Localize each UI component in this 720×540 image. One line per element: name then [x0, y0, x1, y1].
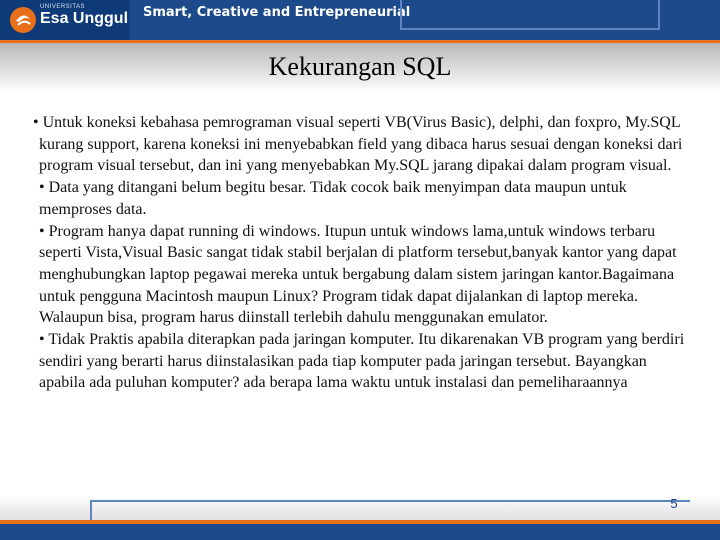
slide-title-text: Kekurangan SQL: [268, 52, 452, 81]
logo-subtext: UNIVERSITAS: [40, 4, 86, 10]
footer-decoration: [90, 500, 690, 522]
header-bar: [0, 0, 720, 40]
university-logo-icon: [10, 7, 36, 33]
bullet-paragraph: • Untuk koneksi kebahasa pemrograman visual seperti VB(Virus Basic), delphi, dan foxpro, My.SQL kurang support, karena koneksi ini menyebabkan field yang dibaca harus sesuai dengan koneksi dari program visual tersebut, dan ini yang menyebabkan My.SQL jarang dipakai dalam program visual.: [33, 114, 683, 175]
slide-body: [33, 112, 688, 394]
tagline: Smart, Creative and Entrepreneurial: [143, 5, 411, 20]
header-decoration: [400, 0, 660, 30]
logo-area: [0, 0, 130, 40]
logo-text: Esa Unggul: [40, 10, 129, 27]
bullet-paragraph: • Data yang ditangani belum begitu besar. Tidak cocok baik menyimpan data maupun untuk memproses data.: [39, 179, 627, 218]
footer-bar: [0, 524, 720, 540]
bullet-paragraph: • Tidak Praktis apabila diterapkan pada jaringan komputer. Itu dikarenakan VB program yang berdiri sendiri yang berarti harus diinstalasikan pada tiap komputer pada jaringan tersebut. Bayangkan apabila ada puluhan komputer? ada berapa lama waktu untuk instalasi dan pemeliharaannya: [39, 331, 685, 392]
page-number: 5: [670, 496, 678, 511]
slide-title: [0, 52, 720, 82]
bullet-paragraph: • Program hanya dapat running di windows. Itupun untuk windows lama,untuk windows terbaru seperti Vista,Visual Basic sangat tidak stabil berjalan di platform tersebut,banyak kantor yang dapat menghubungkan laptop pegawai mereka untuk bergabung dalam sistem jaringan kantor.Bagaimana untuk pengguna Macintosh maupun Linux? Program tidak dapat dijalankan di laptop mereka. Walaupun bisa, program harus diinstall terlebih dahulu menggunakan emulator.: [39, 222, 677, 327]
